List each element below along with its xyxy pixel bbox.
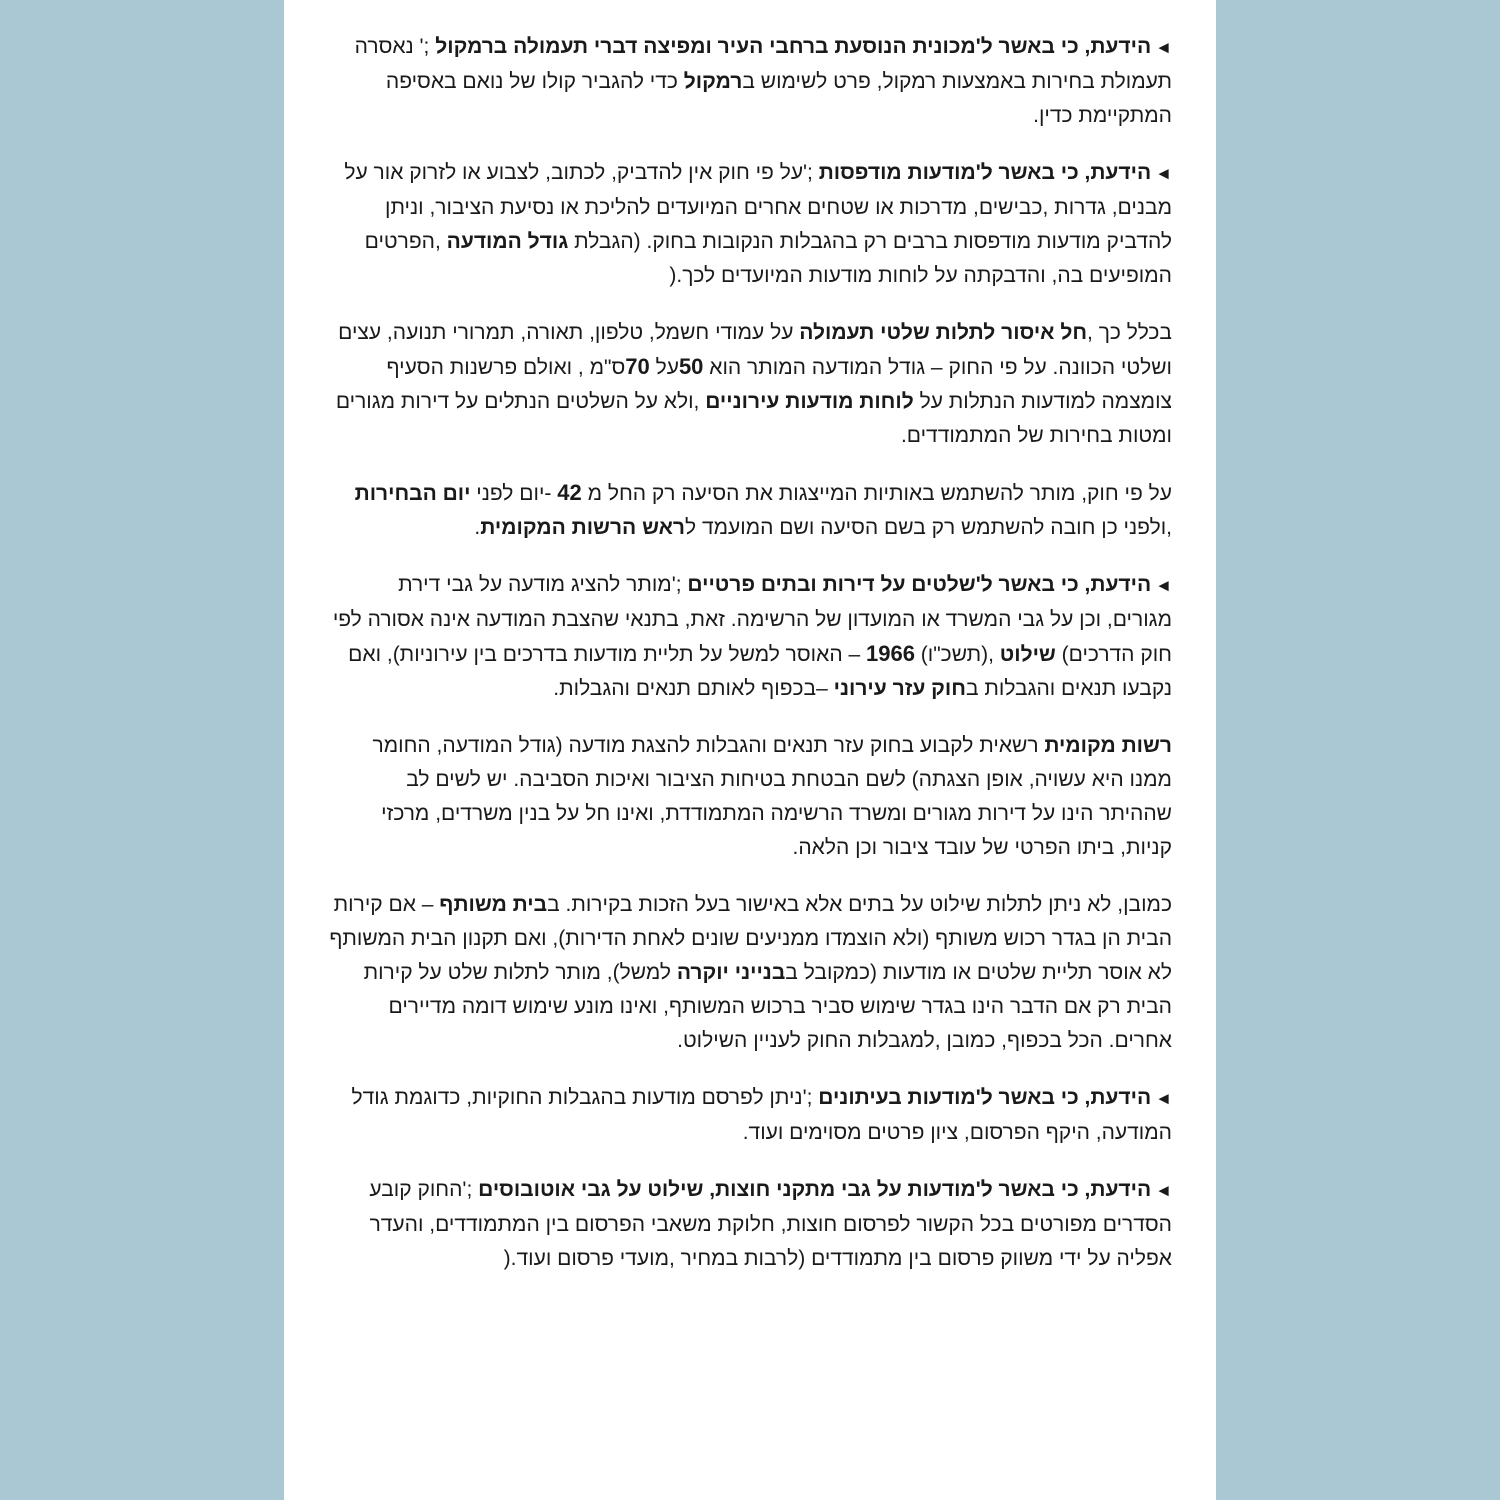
bold-term: ראש הרשות המקומית (480, 516, 685, 539)
bold-term: בית משותף (439, 893, 548, 916)
bold-term: חל איסור לתלות שלטי תעמולה (799, 321, 1088, 344)
paragraph-text: על פי חוק, מותר להשתמש באותיות המייצגות את הסיעה רק החל מ (581, 482, 1172, 505)
paragraph-text: ;'ניתן לפרסם מודעות בהגבלות החוקיות, כדוגמת גודל המודעה, היקף הפרסום, ציון פרטים מסוימים ועוד. (351, 1086, 1172, 1144)
paragraph-text: – אם קירות הבית הן בגדר רכוש משותף (ולא הוצמדו ממניעים שונים לאחת הדירות), ואם תקנון הבית המשותף לא אוסר תליית שלטים או מודעות (כמקובל ב (329, 893, 1172, 984)
paragraph-heading: הידעת, כי באשר ל'מכונית הנוסעת ברחבי העיר ומפיצה דברי תעמולה ברמקול (435, 35, 1152, 58)
arrow-bullet-icon: ◄ (1155, 1089, 1172, 1108)
paragraph-text: כמובן, לא ניתן לתלות שילוט על בתים אלא באישור בעל הזכות בקירות. ב (547, 893, 1172, 916)
size-number: 50 (678, 354, 704, 379)
paragraph-shared-building (328, 888, 1172, 1058)
paragraph-outdoor-buses (328, 1173, 1172, 1276)
paragraph-text: ;'מותר להציג מודעה על גבי דירת מגורים, וכן על גבי המשרד או המועדון של הרשימה. זאת, בתנאי שהצבת המודעה אינה אסורה לפי חוק הדרכים) (332, 573, 1172, 666)
paragraph-text: כדי להגביר קולו של נואם באסיפה המתקיימת כדין. (385, 70, 1172, 127)
bold-term: לוחות מודעות עירוניים (705, 390, 914, 413)
paragraph-text: ;' נאסרה תעמולת בחירות באמצעות רמקול, פרט לשימוש ב (354, 35, 1172, 93)
size-number: 70 (625, 354, 650, 379)
paragraph-printed-ads (328, 156, 1172, 293)
paragraph-party-letters (328, 476, 1172, 545)
paragraph-text: בכלל כך , (1087, 321, 1172, 344)
paragraph-heading: הידעת, כי באשר ל'מודעות בעיתונים (818, 1086, 1152, 1109)
paragraph-heading: הידעת, כי באשר ל'מודעות על גבי מתקני חוצות, שילוט על גבי אוטובוסים (478, 1178, 1152, 1201)
days-number: 42 (557, 480, 582, 505)
paragraph-loudspeaker (328, 30, 1172, 133)
paragraph-text: ,הפרטים המופיעים בה, והדבקתה על לוחות מודעות המיועדים לכך.( (364, 230, 1172, 287)
paragraph-local-authority (328, 729, 1172, 865)
paragraph-text: ,ולא על השלטים הנתלים על דירות מגורים ומטות בחירות של המתמודדים. (335, 390, 1172, 447)
arrow-bullet-icon: ◄ (1155, 164, 1172, 183)
paragraph-private-homes (328, 568, 1172, 706)
bold-term: בנייני יוקרה (676, 961, 786, 984)
paragraph-text: ,ולפני כן חובה להשתמש רק בשם הסיעה ושם המועמד ל (685, 516, 1172, 539)
bold-term: יום הבחירות (354, 482, 471, 505)
paragraph-text: ס"מ , ואולם פרשנות הסעיף צומצמה למודעות הנתלות על (386, 356, 1172, 413)
paragraph-text: על (649, 356, 679, 379)
paragraph-text: –בכפוף לאותם תנאים והגבלות. (553, 677, 834, 700)
year-number: 1966 (865, 641, 915, 666)
bold-term: רשות מקומית (1044, 734, 1172, 757)
paragraph-text: למשל), מותר לתלות שלט על קירות הבית רק אם הדבר הינו בגדר שימוש סביר ברכוש המשותף, ואינו מונע שימוש דומה מדיירים אחרים. הכל בכפוף, כמובן ,למגבלות החוק לעניין השילוט. (363, 961, 1172, 1052)
paragraph-text: רשאית לקבוע בחוק עזר תנאים והגבלות להצגת מודעה (גודל המודעה, החומר ממנו היא עשויה, אופן הצגתה) לשם הבטחת בטיחות הציבור ואיכות הסביבה. יש לשים לב שההיתר הינו על דירות מגורים ומשרד הרשימה המתמודדת, ואינו חל על בנין משרדים, מרכזי קניות, ביתו הפרטי של עובד ציבור וכן הלאה. (372, 734, 1172, 859)
paragraph-text: על עמודי חשמל, טלפון, תאורה, תמרורי תנועה, עצים ושלטי הכוונה. על פי החוק – גודל המודעה המותר הוא (338, 321, 1172, 379)
paragraph-text: ;'על פי חוק אין להדביק, לכתוב, לצבוע או לזרוק אור על מבנים, גדרות ,כבישים, מדרכות או שטחים אחרים המיועדים להליכת או נסיעת הציבור, וניתן להדביק מודעות מודפסות ברבים רק בהגבלות הנקובות בחוק. (הגבלת (344, 161, 1172, 253)
paragraph-text: ;'החוק קובע הסדרים מפורטים בכל הקשור לפרסום חוצות, חלוקת משאבי הפרסום בין המתמודדים, והעדר אפליה על ידי משווק פרסום בין מתמודדים (לרבות במחיר ,מועדי פרסום ועוד.( (369, 1178, 1172, 1270)
arrow-bullet-icon: ◄ (1155, 38, 1172, 57)
paragraph-text: – האוסר למשל על תליית מודעות בדרכים בין עירוניות), ואם נקבעו תנאים והגבלות ב (348, 643, 1172, 700)
bold-term: חוק עזר עירוני (833, 677, 966, 700)
bold-term: גודל המודעה (446, 230, 569, 253)
arrow-bullet-icon: ◄ (1155, 1181, 1172, 1200)
bold-term: רמקול (683, 70, 743, 93)
paragraph-poles-ban (328, 316, 1172, 453)
document-page (284, 0, 1216, 1500)
paragraph-newspapers (328, 1081, 1172, 1150)
arrow-bullet-icon: ◄ (1155, 576, 1172, 595)
paragraph-text: -יום לפני (470, 482, 558, 505)
paragraph-heading: הידעת, כי באשר ל'שלטים על דירות ובתים פרטיים (687, 573, 1152, 596)
paragraph-text: . (474, 516, 481, 539)
paragraph-text: ,(תשכ"ו) (914, 643, 1000, 666)
paragraph-heading: הידעת, כי באשר ל'מודעות מודפסות (818, 161, 1152, 184)
bold-term: שילוט (999, 643, 1056, 666)
